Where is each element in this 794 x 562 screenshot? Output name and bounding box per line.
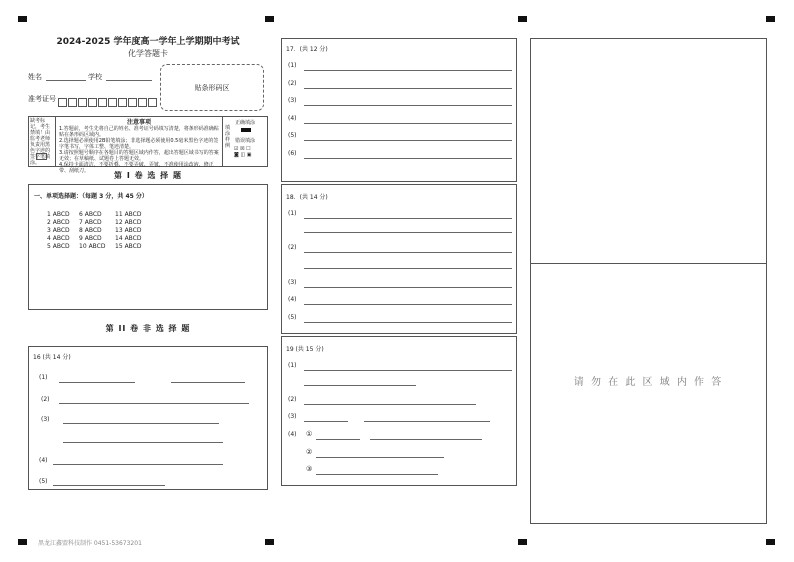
registration-mark — [18, 16, 27, 22]
answer-options[interactable]: ABCD — [52, 219, 70, 226]
wrong-fill-samples: ☑ ☒ ☐ ◙ ◫ ▣ — [234, 146, 252, 158]
registration-mark — [518, 16, 527, 22]
q-num: 1 — [47, 211, 51, 218]
mcq-col — [79, 211, 106, 251]
answer-line[interactable] — [304, 70, 512, 71]
answer-options[interactable]: ABCD — [52, 211, 70, 218]
q-num: 6 — [79, 211, 83, 218]
q17-part: (5) — [288, 132, 297, 139]
mcq-col — [115, 211, 142, 251]
notice-title: 注意事项 — [126, 119, 151, 126]
notice-content — [59, 117, 219, 174]
answer-options[interactable]: ABCD — [124, 235, 142, 242]
answer-line[interactable] — [59, 382, 135, 383]
q17-box — [281, 38, 517, 182]
q19-box — [281, 336, 517, 486]
answer-options[interactable]: ABCD — [124, 211, 142, 218]
answer-line[interactable] — [53, 464, 223, 465]
answer-line[interactable] — [304, 105, 512, 106]
id-grid[interactable] — [58, 92, 158, 111]
q-num: 7 — [79, 219, 83, 226]
q-num: 5 — [47, 243, 51, 250]
section1-title: 第 I 卷 选 择 题 — [114, 171, 182, 180]
mcq-col — [47, 211, 70, 251]
q19-subpart: ② — [306, 448, 313, 456]
answer-line[interactable] — [59, 403, 249, 404]
q16-part: (2) — [41, 396, 50, 403]
answer-line[interactable] — [364, 421, 490, 422]
q18-box — [281, 184, 517, 334]
mcq-box — [28, 184, 268, 310]
exam-title: 2024-2025 学年度高一学年上学期期中考试 — [56, 37, 240, 47]
name-field[interactable] — [46, 80, 86, 81]
registration-mark — [766, 16, 775, 22]
fill-sample — [222, 117, 268, 166]
q-num: 3 — [47, 227, 51, 234]
absent-mark-box[interactable] — [36, 153, 47, 160]
correct-fill-label: 正确填涂 — [235, 120, 256, 126]
q17-part: (2) — [288, 80, 297, 87]
footer-credit: 黑龙江鑫盟科技制作 0451-53673201 — [38, 540, 142, 547]
q-num: 15 — [115, 243, 123, 250]
notice-box — [28, 116, 268, 174]
q18-part: (1) — [288, 210, 297, 217]
registration-mark — [265, 16, 274, 22]
school-label: 学校 — [88, 73, 102, 81]
answer-line[interactable] — [370, 439, 482, 440]
answer-line[interactable] — [304, 140, 512, 141]
q17-part: (6) — [288, 150, 297, 157]
q16-part: (1) — [39, 374, 48, 381]
answer-line[interactable] — [304, 218, 512, 219]
absent-notice-text: 缺考标记，考生禁填！由监考老师负责用黑色字迹的签字笔填涂。 — [30, 118, 51, 166]
q19-subpart: ① — [306, 430, 313, 438]
answer-line[interactable] — [304, 385, 416, 386]
no-answer-text: 请 勿 在 此 区 域 内 作 答 — [573, 377, 724, 388]
correct-fill-sample — [241, 128, 251, 132]
q-num: 2 — [47, 219, 51, 226]
barcode-area — [160, 64, 264, 111]
answer-line[interactable] — [63, 423, 219, 424]
answer-line[interactable] — [316, 439, 360, 440]
registration-mark — [766, 539, 775, 545]
answer-line[interactable] — [304, 268, 512, 269]
registration-mark — [265, 539, 274, 545]
q17-title: 17．(共 12 分) — [286, 46, 328, 53]
q19-part: (1) — [288, 362, 297, 369]
answer-line[interactable] — [316, 457, 444, 458]
barcode-label: 贴条形码区 — [194, 83, 230, 92]
notice-line: 2.选择题必须使用2B铅笔填涂；非选择题必须使用0.5毫米黑色字迹的签字笔书写，字体工整、笔迹清楚。 — [59, 138, 219, 150]
answer-line[interactable] — [304, 322, 512, 323]
answer-line[interactable] — [171, 382, 245, 383]
no-answer-region — [530, 38, 767, 524]
q18-part: (4) — [288, 296, 297, 303]
registration-mark — [18, 539, 27, 545]
answer-line[interactable] — [304, 304, 512, 305]
answer-line[interactable] — [316, 474, 438, 475]
q18-part: (2) — [288, 244, 297, 251]
fill-sample-label: 填涂样例 — [225, 125, 231, 149]
answer-options[interactable]: ABCD — [84, 219, 102, 226]
q18-title: 18．(共 14 分) — [286, 194, 328, 201]
q19-part: (3) — [288, 413, 297, 420]
q-num: 10 — [79, 243, 87, 250]
region-divider — [531, 263, 766, 264]
wrong-fill-label: 错误填涂 — [235, 138, 256, 144]
answer-line[interactable] — [304, 370, 512, 371]
absent-column — [29, 117, 56, 166]
answer-line[interactable] — [304, 404, 476, 405]
answer-line[interactable] — [53, 485, 165, 486]
q16-part: (4) — [39, 457, 48, 464]
answer-options[interactable]: ABCD — [124, 227, 142, 234]
q-num: 13 — [115, 227, 123, 234]
notice-line: 4.保持卡面清洁，不要折叠、不要弄破、弄皱，不准使用涂改液、修正带、刮纸刀。 — [59, 162, 214, 174]
answer-line[interactable] — [304, 123, 512, 124]
answer-options[interactable]: ABCD — [88, 243, 106, 250]
q-num: 8 — [79, 227, 83, 234]
q16-box — [28, 346, 268, 490]
answer-options[interactable]: ABCD — [124, 243, 142, 250]
q-num: 9 — [79, 235, 83, 242]
mcq-heading: 一、单项选择题：（每题 3 分，共 45 分） — [34, 193, 148, 200]
q17-part: (1) — [288, 62, 297, 69]
q-num: 11 — [115, 211, 123, 218]
answer-options[interactable]: ABCD — [84, 211, 102, 218]
q17-part: (3) — [288, 97, 297, 104]
q17-part: (4) — [288, 115, 297, 122]
q-num: 14 — [115, 235, 123, 242]
q19-subpart: ③ — [306, 465, 313, 473]
answer-options[interactable]: ABCD — [52, 235, 70, 242]
q19-part: (2) — [288, 396, 297, 403]
school-field[interactable] — [106, 80, 152, 81]
answer-options[interactable]: ABCD — [52, 227, 70, 234]
q-num: 4 — [47, 235, 51, 242]
answer-line[interactable] — [304, 88, 512, 89]
q16-title: 16 (共 14 分) — [33, 354, 71, 361]
answer-options[interactable]: ABCD — [52, 243, 70, 250]
answer-line[interactable] — [304, 252, 512, 253]
q16-part: (5) — [39, 478, 48, 485]
notice-line: 3.请按照题号顺序在各题目的答题区域内作答，超出答题区域书写的答案无效；在草稿纸、试题卷上答题无效。 — [59, 150, 219, 162]
answer-options[interactable]: ABCD — [84, 235, 102, 242]
answer-line[interactable] — [304, 287, 512, 288]
q-num: 12 — [115, 219, 123, 226]
q18-part: (3) — [288, 279, 297, 286]
answer-line[interactable] — [304, 421, 348, 422]
answer-line[interactable] — [304, 232, 512, 233]
q16-part: (3) — [41, 416, 50, 423]
card-subtitle: 化学答题卡 — [128, 49, 168, 58]
answer-line[interactable] — [304, 158, 512, 159]
answer-options[interactable]: ABCD — [124, 219, 142, 226]
registration-mark — [518, 539, 527, 545]
id-label: 准考证号 — [28, 95, 56, 103]
section2-title: 第 II 卷 非 选 择 题 — [105, 324, 191, 333]
q18-part: (5) — [288, 314, 297, 321]
name-label: 姓名 — [28, 73, 42, 81]
answer-line[interactable] — [63, 442, 223, 443]
q19-part: (4) — [288, 431, 297, 438]
q19-title: 19 (共 15 分) — [286, 346, 324, 353]
notice-line: 1.答题前，考生先将自己的姓名、准考证号码填写清楚，将条形码准确粘贴在条形码区域内。 — [59, 126, 219, 138]
answer-options[interactable]: ABCD — [84, 227, 102, 234]
